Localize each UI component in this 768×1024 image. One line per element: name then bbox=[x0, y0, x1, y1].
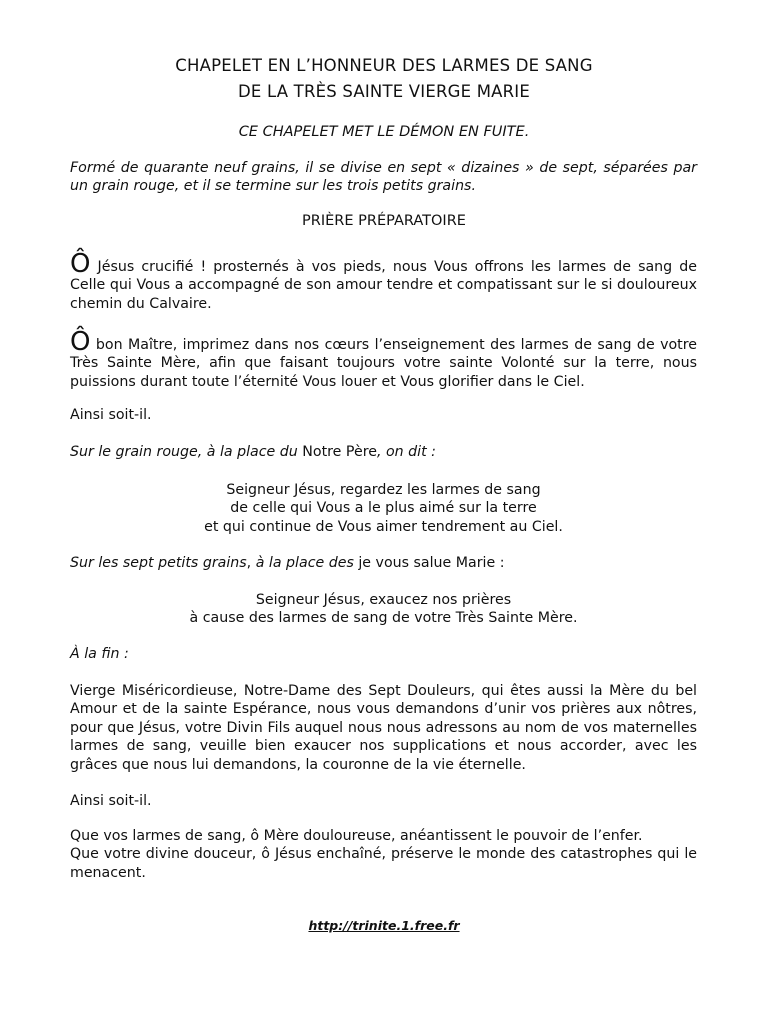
small-beads-prayer bbox=[70, 591, 697, 628]
prayer-line: et qui continue de Vous aimer tendrement au Ciel. bbox=[204, 518, 563, 535]
instruction-part: , on dit : bbox=[376, 444, 436, 460]
end-label: À la fin : bbox=[70, 646, 129, 662]
prayer-text: bon Maître, imprimez dans nos cœurs l’enseignement des larmes de sang de votre Très Sainte Mère, afin que faisant toujours votre sainte Volonté sur la terre, nous puissions durant toute l’éternité Vous louer et Vous glorifier dans le Ciel. bbox=[70, 337, 697, 390]
subtitle: CE CHAPELET MET LE DÉMON EN FUITE. bbox=[238, 124, 530, 140]
title-line-2: DE LA TRÈS SAINTE VIERGE MARIE bbox=[238, 82, 530, 101]
prayer-text: Jésus crucifié ! prosternés à vos pieds, nous Vous offrons les larmes de sang de Celle qui Vous a accompagné de son amour tendre et compatissant sur le si douloureux chemin du Calvaire. bbox=[70, 259, 697, 312]
section-heading: PRIÈRE PRÉPARATOIRE bbox=[302, 213, 466, 229]
instruction-part: , bbox=[246, 555, 256, 571]
prayer-line: de celle qui Vous a le plus aimé sur la terre bbox=[230, 500, 537, 517]
preparatory-prayer-1 bbox=[70, 249, 697, 313]
red-bead-prayer bbox=[70, 481, 697, 536]
prayer-line: Seigneur Jésus, regardez les larmes de sang bbox=[226, 482, 541, 498]
instruction-part: je vous salue Marie : bbox=[353, 555, 505, 571]
instruction-part: Notre Père bbox=[297, 444, 377, 460]
footer-link[interactable]: http://trinite.1.free.fr bbox=[308, 918, 460, 933]
red-bead-instruction bbox=[70, 443, 697, 461]
preparatory-prayer-2 bbox=[70, 327, 697, 391]
amen-1: Ainsi soit-il. bbox=[70, 407, 152, 423]
closing-line: Que vos larmes de sang, ô Mère douloureuse, anéantissent le pouvoir de l’enfer. bbox=[70, 828, 643, 844]
amen-2: Ainsi soit-il. bbox=[70, 793, 152, 809]
instruction-part: Sur le grain rouge, à la place du bbox=[70, 444, 298, 460]
closing-line: Que votre divine douceur, ô Jésus enchaîné, préserve le monde des catastrophes qui le menacent. bbox=[70, 846, 697, 881]
instruction-part: à la place des bbox=[255, 555, 354, 571]
prayer-line: Seigneur Jésus, exaucez nos prières bbox=[255, 592, 512, 608]
drop-cap: Ô bbox=[70, 327, 91, 357]
final-prayer: Vierge Miséricordieuse, Notre-Dame des Sept Douleurs, qui êtes aussi la Mère du bel Amour et de la sainte Espérance, nous vous demandons d’unir vos prières aux nôtres, pour que Jésus, votre Divin Fils auquel nous nous adressons au nom de vos maternelles larmes de sang, veuille bien exaucer nos supplications et nous accorder, avec les grâces que nous lui demandons, la couronne de la vie éternelle. bbox=[70, 683, 697, 773]
drop-cap: Ô bbox=[70, 249, 91, 279]
small-beads-instruction bbox=[70, 554, 697, 572]
intro-paragraph: Formé de quarante neuf grains, il se divise en sept « dizaines » de sept, séparées par un grain rouge, et il se termine sur les trois petits grains. bbox=[70, 160, 697, 195]
prayer-line: à cause des larmes de sang de votre Très Sainte Mère. bbox=[189, 610, 578, 627]
closing-lines bbox=[70, 827, 697, 882]
instruction-part: Sur les sept petits grains bbox=[70, 555, 247, 571]
title-line-1: CHAPELET EN L’HONNEUR DES LARMES DE SANG bbox=[175, 56, 593, 75]
